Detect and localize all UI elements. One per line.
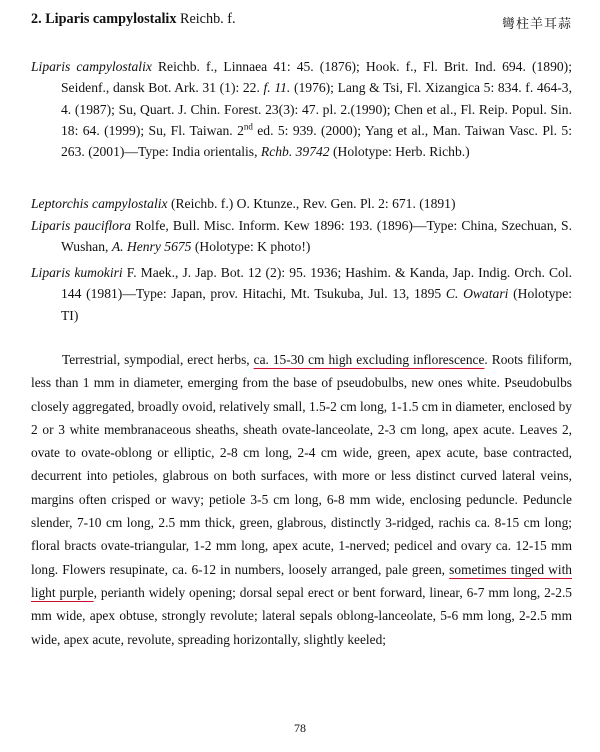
description-text: , perianth widely opening; dorsal sepal erect or bent forward, linear, 6-7 mm long, 2-2.5 mm wide, apex obtuse, strongly revolute; lateral sepals oblong-lanceolate, 5-6 mm long, 2-2.5 mm wide, apex acute, revolute, spreading horizontally, slightly keeled;	[31, 584, 573, 647]
synonym-entry-3	[31, 215, 572, 258]
species-title	[31, 11, 236, 28]
specimen-ref: C. Owatari	[445, 286, 509, 302]
citation-text: (1976); Lang & Tsi, Fl. Xizangica 5: 834. f. 464-3, 4. (1987); Su, Quart. J. Chin. Forest. 23(3): 47. pl. 2.(1990); Chen et al., Fl. Reip. Popul. Sin. 18: 64. (1999); Su, Fl. Taiwan. 2	[61, 80, 572, 138]
species-author: Reichb. f.	[179, 11, 236, 27]
citation-text: Rolfe, Bull. Misc. Inform. Kew 1896: 193. (1896)—Type: China, Szechuan, S. Wushan,	[61, 218, 572, 255]
specimen-ref: Rchb. 39742	[260, 144, 330, 160]
synonym-name: Liparis campylostalix	[31, 59, 152, 74]
synonym-entry-1	[31, 56, 572, 162]
description-paragraph	[31, 348, 572, 651]
description-text: . Roots filiform, less than 1 mm in diameter, emerging from the base of pseudobulbs, new ones white. Pseudobulbs closely aggregated, broadly ovoid, relatively small, 1.5-2 cm long, 1-1.5 cm in diameter, enclosed by 2 or 3 white membranaceous sheaths, sheath ovate-lanceolate, 2-3 cm long, apex acute. Leaves 2, ovate to ovate-oblong or elliptic, 2-8 cm long, 2-4 cm wide, green, apex acute, base contracted, decurrent into petioles, glabrous on both surfaces, with more or less distinct curved lateral veins, margins often crisped or wavy; petiole 3-5 cm long, 6-8 mm wide, enclosing peduncle. Peduncle slender, 7-10 cm long, 2.5 mm thick, green, glabrous, distinctly 3-ridged, rachis ca. 8-15 cm long; floral bracts ovate-triangular, 1-2 mm long, apex acute, 1-nerved; pedicel and ovary ca. 12-15 mm long. Flowers resupinate, ca. 6-12 in numbers, loosely arranged, pale green,	[31, 352, 572, 577]
description-text: Terrestrial, sympodial, erect herbs,	[62, 352, 254, 367]
citation-text: (Reichb. f.) O. Ktunze., Rev. Gen. Pl. 2: 671. (1891)	[167, 196, 456, 211]
citation-text: F. Maek., J. Jap. Bot. 12 (2): 95. 1936; Hashim. & Kanda, Jap. Indig. Orch. Col. 144 (1981)—Type: Japan, prov. Hitachi, Mt. Tsukuba, Jul. 13, 1895	[61, 265, 572, 302]
page-number: 78	[294, 721, 306, 735]
citation-text: Reichb. f., Linnaea 41: 45. (1876); Hook. f., Fl. Brit. Ind. 694. (1890); Seidenf., dansk Bot. Ark. 31 (1): 22.	[61, 59, 572, 96]
specimen-ref: A. Henry 5675	[111, 239, 192, 255]
underlined-height-text: ca. 15-30 cm high excluding inflorescence	[253, 352, 485, 367]
synonym-entry-4	[31, 262, 572, 326]
species-header	[31, 11, 572, 31]
holotype-text: (Holotype: Herb. Richb.)	[329, 144, 470, 160]
chinese-name: 彎柱羊耳蒜	[501, 17, 572, 32]
holotype-text: (Holotype: TI)	[61, 286, 573, 323]
figure-ref: f. 11.	[263, 80, 291, 96]
citation-text: ed. 5: 939. (2000); Yang et al., Man. Taiwan Vasc. Pl. 5: 263. (2001)—Type: India orientalis,	[61, 122, 572, 160]
synonym-name: Leptorchis campylostalix	[31, 196, 168, 211]
species-name: Liparis campylostalix	[45, 11, 177, 27]
edition-superscript: nd	[243, 121, 253, 132]
holotype-text: (Holotype: K photo!)	[191, 239, 311, 255]
species-number: 2.	[31, 11, 42, 27]
underlined-color-text: sometimes tinged with light purple	[31, 561, 572, 600]
synonym-name: Liparis pauciflora	[31, 218, 132, 233]
synonym-name: Liparis kumokiri	[31, 265, 123, 280]
synonym-entry-2	[31, 193, 572, 214]
